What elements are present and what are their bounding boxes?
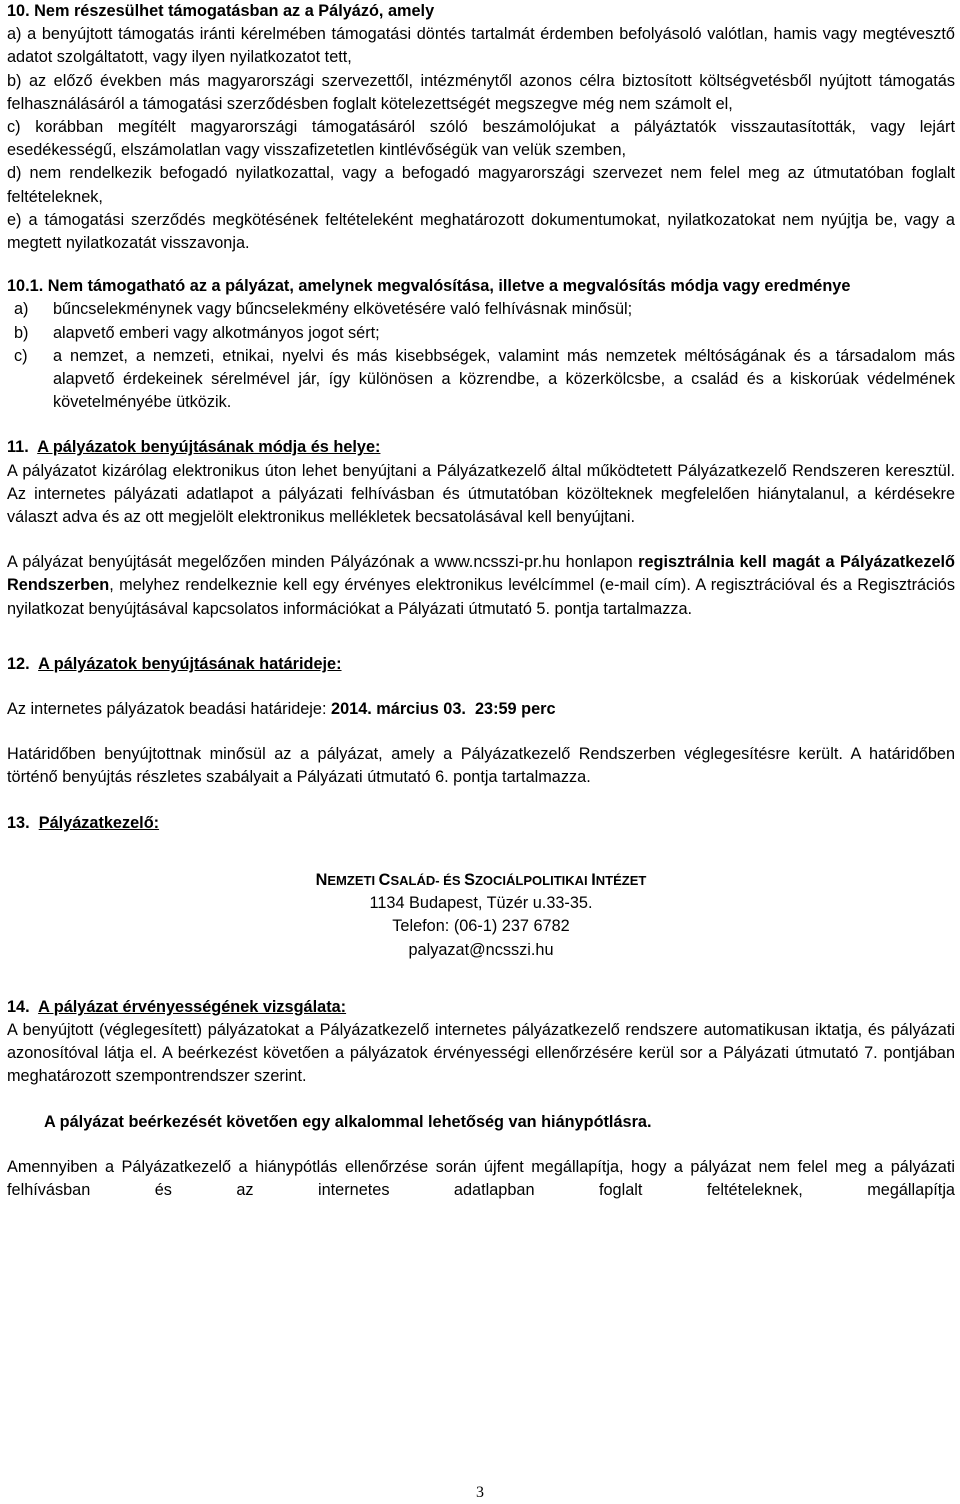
deadline-date: 2014. március 03.	[331, 700, 466, 719]
section-10-1-title: Nem támogatható az a pályázat, amelynek megvalósítása, illetve a megvalósítás módja vagy eredménye	[47, 277, 851, 296]
section-12-number: 12.	[7, 654, 30, 673]
section-10-item-d: d) nem rendelkezik befogadó nyilatkozattal, vagy a befogadó magyarországi szervezet nem felel meg az útmutatóban foglalt feltételeknek,	[7, 164, 955, 206]
section-10-heading: 10. Nem részesülhet támogatásban az a Pályázó, amely	[7, 2, 435, 20]
section-14-number: 14.	[7, 997, 30, 1016]
section-14-title: A pályázat érvényességének vizsgálata:	[38, 997, 347, 1016]
section-11-p2-bold: regisztrálnia kell magát a Pályázatkezelő Rendszerben	[7, 553, 955, 595]
section-12-deadline	[7, 698, 955, 721]
section-10-1-item-a	[7, 298, 955, 321]
list-label: c)	[14, 346, 28, 365]
section-11-title: A pályázatok benyújtásának módja és helye:	[37, 438, 381, 457]
section-14-paragraph-2: A pályázat beérkezését követően egy alkalommal lehetőség van hiánypótlásra.	[44, 1112, 652, 1131]
section-12-title: A pályázatok benyújtásának határideje:	[38, 654, 342, 673]
list-text: alapvető emberi vagy alkotmányos jogot sért;	[53, 323, 380, 342]
deadline-label: Az internetes pályázatok beadási határideje:	[7, 700, 332, 719]
section-11-paragraph-2	[7, 551, 955, 621]
section-10-1-item-b	[7, 322, 955, 345]
section-14-paragraph-3: Amennyiben a Pályázatkezelő a hiánypótlás ellenőrzése során újfent megállapítja, hogy a pályázat nem felel meg a pályázati felhívásban és az internetes adatlapban foglalt feltételeknek, megállapítja	[7, 1157, 955, 1199]
page-number: 3	[476, 1484, 484, 1501]
organization-name: NEMZETI CSALÁD- ÉS SZOCIÁLPOLITIKAI INTÉZET	[315, 870, 647, 889]
section-10-item-a: a) a benyújtott támogatás iránti kérelmében támogatási döntés tartalmát érdemben befolyásoló valótlan, hamis vagy megtévesztő adatot szolgáltatott, vagy ilyen nyilatkozatot tett,	[7, 25, 955, 67]
section-10-item-c: c) korábban megítélt magyarországi támogatásáról szóló beszámolójukat a pályáztatók visszautasították, vagy lejárt esedékességű, elszámolatlan vagy visszafizetetlen kintlévőségük van velük szemben,	[7, 118, 955, 160]
section-11-number: 11.	[7, 438, 29, 457]
organization-address: 1134 Budapest, Tüzér u.33-35.	[369, 894, 593, 913]
organization-phone: Telefon: (06-1) 237 6782	[392, 917, 570, 936]
section-13-heading	[7, 812, 955, 835]
section-11-paragraph-1: A pályázatot kizárólag elektronikus úton lehet benyújtani a Pályázatkezelő által működtetett Pályázatkezelő Rendszeren keresztül. Az internetes pályázati adatlapot a pályázati felhívásban és útmutatóban közölteknek megfelelően hiánytalanul, a kérdésekre választ adva és az ott megjelölt elektronikus mellékletek becsatolásával kell benyújtani.	[7, 461, 955, 527]
section-10-1-number: 10.1.	[7, 277, 44, 296]
list-label: a)	[14, 300, 29, 319]
list-text: a nemzet, a nemzeti, etnikai, nyelvi és más kisebbségek, valamint más nemzetek méltóságának és a társadalom más alapvető érdekeinek sérelmével jár, így különösen a közrendbe, a közerkölcsbe, a család és a kiskorúak védelmének követelményébe ütközik.	[53, 346, 955, 412]
section-10-item-e: e) a támogatási szerződés megkötésének feltételeként meghatározott dokumentumokat, nyilatkozatokat nem nyújtja be, vagy a megtett nyilatkozatát visszavonja.	[7, 210, 955, 253]
organization-email: palyazat@ncsszi.hu	[408, 940, 554, 959]
section-13-title: Pályázatkezelő:	[38, 813, 160, 832]
section-10-1-item-c	[7, 345, 955, 415]
section-13-number: 13.	[7, 813, 30, 832]
section-11-heading	[7, 436, 955, 459]
deadline-time: 23:59 perc	[474, 700, 556, 719]
list-label: b)	[14, 323, 29, 342]
section-12-heading	[7, 653, 955, 676]
document-page	[7, 0, 955, 1202]
section-11-p2-start: A pályázat benyújtását megelőzően minden Pályázónak a www.ncsszi-pr.hu honlapon	[7, 553, 639, 572]
organization-block	[7, 869, 955, 962]
section-10-item-b: b) az előző években más magyarországi szervezettől, intézménytől azonos célra biztosított költségvetésből nyújtott támogatás felhasználásáról a támogatási szerződésben foglalt kötelezettségét megszegve még nem számolt el,	[7, 71, 955, 113]
list-text: bűncselekménynek vagy bűncselekmény elkövetésére való felhívásnak minősül;	[53, 300, 633, 319]
section-14-heading	[7, 996, 955, 1019]
section-14-paragraph-1: A benyújtott (véglegesített) pályázatokat a Pályázatkezelő internetes pályázatkezelő rendszere automatikusan iktatja, és pályázati azonosítóval látja el. A beérkezést követően a pályázatok érvényességi ellenőrzésére kerül sor a Pályázati útmutató 7. pontjában meghatározott szempontrendszer szerint.	[7, 1020, 955, 1086]
section-11-p2-end: , melyhez rendelkeznie kell egy érvényes elektronikus levélcímmel (e-mail cím). A regisztrációval és a Regisztrációs nyilatkozat benyújtásával kapcsolatos információkat a Pályázati útmutató 5. pontja tartalmazza.	[7, 576, 955, 618]
section-12-paragraph-2: Határidőben benyújtottnak minősül az a pályázat, amely a Pályázatkezelő Rendszerben véglegesítésre került. A határidőben történő benyújtás részletes szabályait a Pályázati útmutató 6. pontja tartalmazza.	[7, 745, 955, 787]
section-10-1-heading	[7, 275, 955, 298]
